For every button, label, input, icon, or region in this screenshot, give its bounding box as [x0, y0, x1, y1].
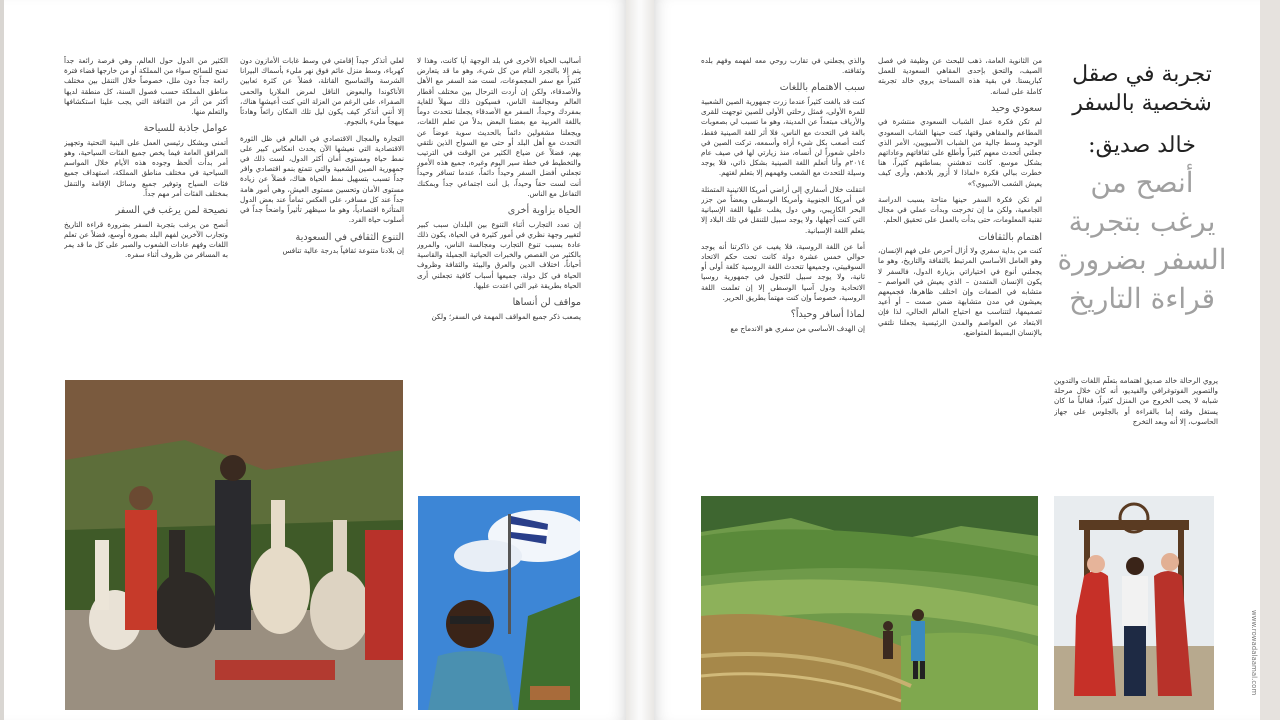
rice-terraces-image: [701, 496, 1038, 710]
column-3: [417, 56, 581, 446]
column-1: [878, 56, 1042, 446]
body-paragraph: كنت قد بالغت كثيراً عندما زرت جمهورية الصين الشعبية للمرة الأولى، فمثل رحلتي الأولى للصين توجهت للقرى والأرياف مبتعداً عن المدينة، وهو ما تسبب لي بصعوبات بالغة في التحدث مع الناس، فلا أثر للغة الصينية فقط، كنت أصعب بكل شيء أراه وأسمعه، تركت الصين في داخلي شعوراً لن أنساه، منذ زيارتي لها في صيف عام ٢٠١٤م وأنا أتعلم اللغة الصينية بشكل ذاتي، فلا يوجد وسيلة للتحدث مع الشعب وفهمهم إلا بتعلم لغتهم.: [701, 96, 865, 178]
section-heading: اهتمام بالثقافات: [978, 231, 1042, 243]
body-paragraph: كنت من بداية سفري ولا أزال أحرص على فهم الإنسان، وهو العامل الأساسي المرتبط بالثقافة والتاريخ، وهو ما يجعلني أنوع في اختياراتي بزيارة الدول، فالسفر لا يكون الإنسان المتمدن – الذي يعيش في العواصم – متشابه في الصفات وإن اختلف ظاهرها، فجميعهم يعيشون في مدن متشابهة ضمن صمت – أو أعيد تصميمها، لتتناسب مع احتياج العالم الحالي، لذا فإن الابتعاد عن العواصم والمدن الرئيسية يجعلنا نلتقي بالإنسان البسيط المتواضع،: [878, 246, 1042, 337]
section-heading: سبب الاهتمام باللغات: [779, 82, 865, 94]
column-5: [64, 56, 228, 346]
photo-rice-terraces: [701, 496, 1038, 710]
website-credit: www.rowadalaamal.com: [1250, 610, 1258, 696]
intro-text: يروي الرحالة خالد صديق اهتمامه بتعلّم اللغات والتدوين والتصوير الفوتوغرافي والفيديو، أنه كان خلال مرحلة شبابه لا يحب الخروج من المنزل كثيراً، فغالباً ما كان يستغل وقته إما بالقراءة أو بالجلوس على جهاز الحاسوب، إلا أنه وبعد التخرج: [1054, 376, 1218, 426]
body-paragraph: التجارة والمجال الاقتصادي في العالم في ظل الثورة الاقتصادية التي نعيشها الآن يحدث انعكاس كبير على نمط حياة ومستوى أمان أكثر الدول، لست ذلك في جمهورية الصين الشعبية والتي تتمتع بنمو اقتصادي وافر جداً تسبب بتسهيل نمط الحياة هناك، فضلاً عن زيادة مستوى الأمان وتحسين مستوى العيش، وهي أمور هامة جداً عند كل مسافر، على العكس تماماً عند بعض الدول المتأثرة اقتصادياً، وهو ما سيظهر تأثيراً واضحاً جداً في أسلوب حياة الفرد.: [240, 133, 404, 225]
section-heading: لماذا أسافر وحيداً؟: [790, 309, 865, 321]
page-gutter: [626, 0, 654, 720]
body-paragraph: إن تعدد التجارب أثناء التنوع بين البلدان سبب كبير لتغيير وجهة نظري في أمور كثيرة في الحياة، يكون ذلك عادة بسبب تنوع التجارب ومجالسة الناس، والمرور بالكثير من القصص والخبرات الحياتية الجميلة والقاسية أحياناً، اختلاف الدين والعرق والبيئة والثقافة وظروف الحياة في كل دولة، جميعها أسباب كافية تجعلني أرى الحياة بطريقة غير التي اعتدت عليها.: [417, 219, 581, 290]
screen-edge: [1260, 0, 1280, 720]
costumes-image: [1054, 496, 1214, 710]
pull-quote: أنصح من يرغب بتجربة السفر بضرورة قراءة التاريخ: [1057, 166, 1227, 315]
body-paragraph: الكثير من الدول حول العالم، وهي فرصة رائعة جداً تمنح للسائح سواء من المملكة أو من خارجها قضاء فترة رائعة جداً دون ملل، خصوصاً خلال التنقل بين مختلف مناطق المملكة حسب فصول السنة، كل منطقة لديها أكثر من أثر من الثقافة التي يجب علينا استكشافها والتعلم منها.: [64, 56, 228, 117]
right-page: [654, 0, 1260, 720]
article-title: تجربة في صقل شخصية بالسفر: [1072, 62, 1212, 117]
body-paragraph: يصعب ذكر جميع المواقف المهمة في السفر؛ ولكن: [431, 311, 581, 321]
body-paragraph: أما عن اللغة الروسية، فلا يغيب عن ذاكرتنا أنه يوجد حوالي خمس عشرة دولة كانت تحت حكم الاتحاد السوفييتي، وجميعها تتحدث اللغة الروسية كلغة أولى أو ثانية، ولا يوجد سبيل للتجول في جمهورية روسيا الاتحادية ودول آسيا الوسطى إلا إن تعلمت اللغة الروسية، خصوصاً وإن كنت مهتماً بطريق الحرير.: [701, 241, 865, 302]
body-paragraph: انتقلت خلال أسفاري إلى أراضي أمريكا اللاتينية المتمثلة في أمريكا الجنوبية وأمريكا الوسطى وبعضاً من جزر البحر الكاريبي، وهي دول يغلب عليها اللغة الإسبانية التي كنت أجهلها، ولا يوجد سبيل للتنقل في تلك البلاد إلا بتعلم اللغة الإسبانية.: [701, 184, 865, 235]
section-heading: التنوع الثقافي في السعودية: [295, 231, 404, 243]
body-paragraph: لم تكن فكرة عمل الشباب السعودي منتشرة في المطاعم والمقاهي وقتها، كنت حينها الشاب السعودي الوحيد وسط جالية من الشباب الآسيويين، الأمر الذي جعلني أتحدث معهم كثيراً وأطلع على ثقافاتهم وعاداتهم بشكل موسع. كانت تدهشني بساطتهم كثيراً، هنا خطرت ببالي فكرة «لماذا لا أزور بلادهم، وأرى كيف يعيش الشعب الآسيوي؟»: [878, 117, 1042, 188]
quote-author: خالد صديق:: [1088, 133, 1196, 158]
photo-selfie-flag: [418, 496, 580, 710]
left-page: [4, 0, 626, 720]
section-heading: عوامل جاذبة للسياحة: [143, 123, 228, 135]
body-paragraph: من الثانوية العامة، ذهب للبحث عن وظيفة في فصل الصيف، والتحق بإحدى المقاهي السعودية للعمل كباريستا. في بقية هذه المساحة يروي خالد تجربته كاملة على لسانه.: [878, 56, 1042, 96]
body-paragraph: أنصح من يرغب بتجربة السفر بضرورة قراءة التاريخ وتجارب الآخرين لفهم البلد بصورة أوسع، فضلاً عن تعلم اللغات وفهم عادات الشعوب والصبر على كل ما قد يمر به المسافر من ظروف أثناء سفره.: [64, 219, 228, 260]
photo-traditional-costumes: [1054, 496, 1214, 710]
body-paragraph: لم تكن فكرة السفر حينها متاحة بسبب الدراسة الجامعية، ولكن ما إن تخرجت وبدأت عملي في مجال تقنية المعلومات، حتى بدأت بالعمل على تحقيق الحلم.: [878, 194, 1042, 225]
section-heading: سعودي وحيد: [991, 102, 1042, 114]
column-4: [240, 56, 404, 366]
section-heading: الحياة بزاوية أخرى: [507, 205, 581, 217]
llamas-image: [65, 380, 403, 710]
selfie-image: [418, 496, 580, 710]
intro-paragraph: [1054, 376, 1218, 446]
section-heading: نصيحة لمن يرغب في السفر: [115, 205, 228, 217]
body-paragraph: إن بلادنا متنوعة ثقافياً بدرجة عالية تنافس: [282, 246, 404, 255]
body-paragraph: والذي يجعلني في تقارب روحي معه لفهمه وفهم بلده وثقافته.: [701, 56, 865, 76]
body-paragraph: لعلي أتذكر جيداً إقامتي في وسط غابات الأمازون دون كهرباء، وسط منزل عائم فوق نهر مليء بأسماك البيرانا الشرسة والتماسيح القاتلة، فضلاً عن كثرة ثعابين الأناكوندا والبعوض الناقل لمرض الملاريا والحمى الصفراء، على الرغم من العزلة التي كنت أعيشها هناك، إلا أنني أتذكر كيف يكون ليل تلك المكان رائعاً وهادئاً مبهجاً مليء بالنجوم.: [240, 56, 404, 127]
column-2: [701, 56, 865, 446]
body-paragraph: إن الهدف الأساسي من سفري هو الاندماج مع: [730, 323, 865, 333]
section-heading: مواقف لن أنساها: [512, 297, 581, 309]
photo-llamas: [65, 380, 403, 710]
body-paragraph: أساليب الحياة الأخرى في بلد الوجهة أيا كانت، وهذا لا يتم إلا بالتجرد التام من كل شيء، وهو ما قد يتعارض كثيراً مع سفر المجموعات، لست ضد السفر مع الأهل والأصدقاء، ولكن إن أردت الترحال بين مختلف أقطار العالم ومجالسة الناس، فسيكون ذلك سهلاً للغاية بمفردك وحيداً، السفر مع الأصدقاء يجعلنا نتحدث دوماً باللغة العربية مع بعضنا البعض بدلاً من تعلم اللغات، ويجعلنا مشغولين دائماً بالحديث سوية عوضاً عن التحدث مع أهل البلد أو حتى مع السواح الذين نلتقي بهم، فضلاً عن ضياع الكثير من الوقت في الترتيب والتخطيط في خطة سير اليوم وغيره، جميع هذه الأمور تجعلني أفضل السفر وحيداً دائماً، عندما تسافر وحيداً أنت لست حقاً وحيداً، بل أنت اجتماعي جداً وبمكنك التفاعل مع الناس.: [417, 56, 581, 198]
body-paragraph: أتمنى وبشكل رئيسي العمل على البنية التحتية وتجهيز المرافق العامة فيما يخص جميع الفئات السياحية، وهو أمر بدأت ألحظ وجوده هذه الأيام خلال المواسم السياحية في مختلف مناطق المملكة، استهداف جميع فئات السياح وتوفير جميع وسائل الإقامة والتنقل بمختلف الفئات أمر مهم جداً.: [64, 137, 228, 198]
